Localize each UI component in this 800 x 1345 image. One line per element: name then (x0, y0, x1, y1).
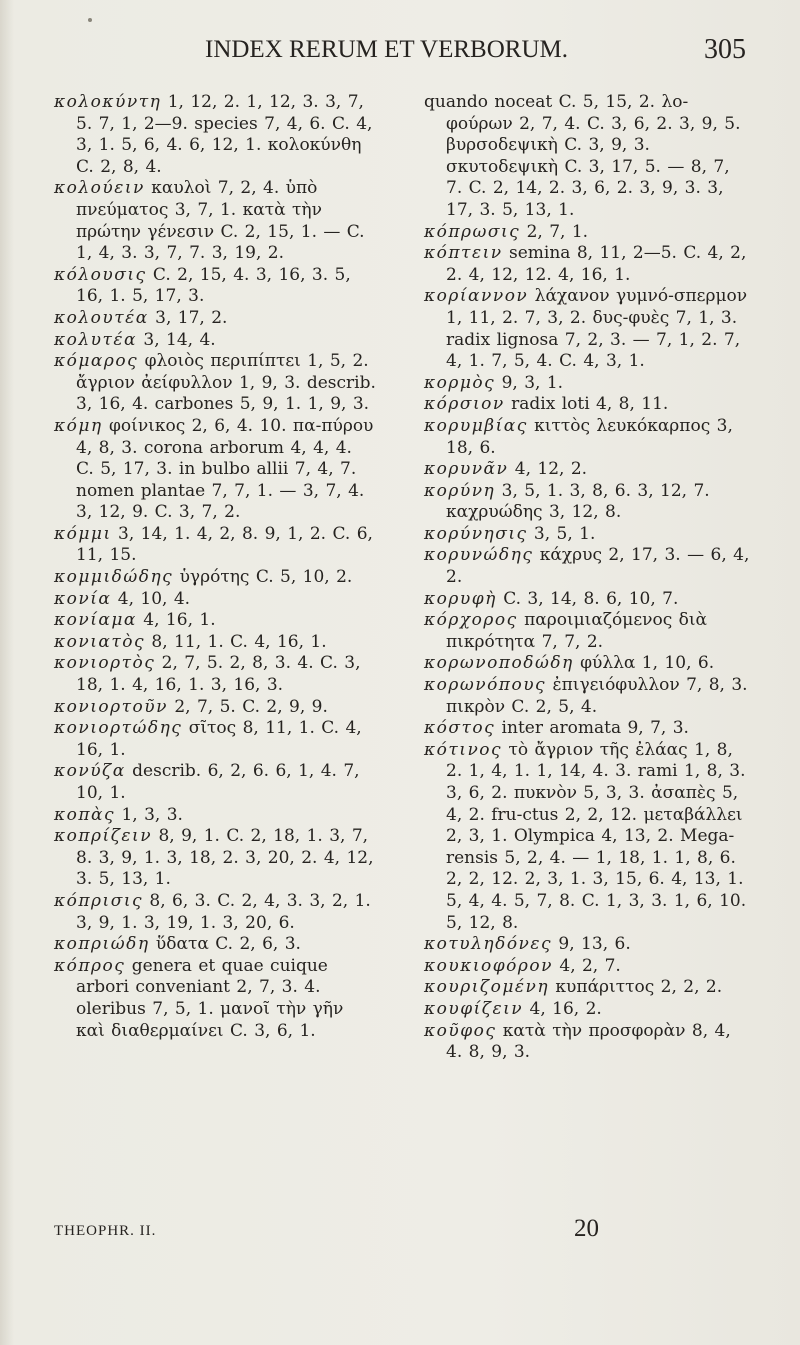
index-entry (54, 934, 376, 956)
entry-lemma: κονύζα (54, 761, 126, 782)
index-entry (424, 394, 752, 416)
entry-lemma: κοπρίζειν (54, 826, 153, 847)
index-entry (54, 524, 376, 567)
entry-references: ὑγρότης C. 5, 10, 2. (173, 567, 353, 588)
entry-lemma: κόπρωσις (424, 221, 521, 242)
index-entry (424, 92, 752, 222)
index-entry (424, 934, 752, 956)
index-entry (424, 956, 752, 978)
index-entry (54, 956, 376, 1042)
entry-references: τὸ ἄγριον τῆς ἐλάας 1, 8, 2. 1, 4, 1. 1, 14, 4. 3. rami 1, 8, 3. 3, 6, 2. πυκνὸν 5, 3, 3. ἀσαπὲς 5, 4, 2. fru-ctus 2, 2, 12. μεταβάλλει 2, 3, 1. Olympica 4, 13, 2. Mega-rensis 5, 2, 4. — 1, 18, 1. 1, 8, 6. 2, 2, 12. 2, 3, 1. 3, 15, 6. 4, 13, 1. 5, 4, 4. 5, 7, 8. C. 1, 3, 3. 1, 6, 10. 5, 12, 8. (446, 739, 747, 933)
index-entry (54, 697, 376, 719)
index-entry (54, 610, 376, 632)
index-entry (54, 567, 376, 589)
entry-lemma: κορύνη (424, 480, 496, 501)
entry-references: φύλλα 1, 10, 6. (573, 653, 715, 674)
entry-lemma: κόμαρος (54, 351, 139, 372)
index-entry (54, 632, 376, 654)
entry-references: παροιμιαζόμενος διὰ πικρότητα 7, 7, 2. (446, 610, 707, 652)
sheet-number: 20 (574, 1215, 599, 1242)
entry-lemma: κόμη (54, 415, 103, 436)
index-entry (54, 308, 376, 330)
index-entry (424, 545, 752, 588)
entry-references: 8, 9, 1. C. 2, 18, 1. 3, 7, 8. 3, 9, 1. 3, 18, 2. 3, 20, 2. 4, 12, 3. 5, 13, 1. (76, 826, 374, 890)
entry-references: καυλοὶ 7, 2, 4. ὑπὸ πνεύματος 3, 7, 1. κατὰ τὴν πρώτην γένεσιν C. 2, 15, 1. — C. 1, 4, 3. 3, 7, 7. 3, 19, 2. (76, 178, 365, 264)
entry-lemma: κομμιδώδης (54, 567, 174, 588)
entry-lemma: κορυνώδης (424, 545, 534, 566)
entry-references: C. 2, 15, 4. 3, 16, 3. 5, 16, 1. 5, 17, 3. (76, 264, 351, 307)
entry-lemma: κουφίζειν (424, 998, 524, 1019)
entry-lemma: κολουτέα (54, 307, 149, 328)
index-entry (424, 416, 752, 459)
entry-lemma: κονιατὸς (54, 631, 146, 652)
entry-lemma: κοπριώδη (54, 934, 150, 955)
index-entry (54, 330, 376, 352)
entry-lemma: κονίαμα (54, 610, 137, 631)
index-entry (424, 243, 752, 286)
index-entry (424, 653, 752, 675)
entry-lemma: κουριζομένη (424, 977, 550, 998)
left-column (54, 92, 376, 1042)
entry-lemma: κορύνησις (424, 523, 528, 544)
entry-references: φοίνικος 2, 6, 4. 10. πα-πύρου 4, 8, 3. corona arborum 4, 4, 4. C. 5, 17, 3. in bulbo allii 7, 4, 7. nomen plantae 7, 7, 1. — 3, 7, 4. 3, 12, 9. C. 3, 7, 2. (76, 415, 374, 523)
entry-lemma: κόπρισις (54, 890, 144, 911)
entry-references: φλοιὸς περιπίπτει 1, 5, 2. ἄγριον ἀείφυλλον 1, 9, 3. describ. 3, 16, 4. carbones 5, 9, 1. 1, 9, 3. (76, 351, 376, 415)
index-entry (424, 481, 752, 524)
entry-lemma: κονιορτοῦν (54, 696, 168, 717)
index-entry (54, 761, 376, 804)
entry-lemma: κορυνᾶν (424, 459, 509, 480)
index-entry (54, 265, 376, 308)
index-entry (424, 1021, 752, 1064)
entry-lemma: κότινος (424, 739, 503, 760)
entry-lemma: κορυφὴ (424, 588, 497, 609)
index-entry (424, 999, 752, 1021)
index-entry (54, 718, 376, 761)
header-title: INDEX RERUM ET VERBORUM. (205, 36, 568, 63)
entry-references: 2, 7, 5. 2, 8, 3. 4. C. 3, 18, 1. 4, 16, 1. 3, 16, 3. (76, 653, 361, 696)
paper-speck (88, 18, 92, 22)
index-entry (54, 416, 376, 524)
entry-references: κάχρυς 2, 17, 3. — 6, 4, 2. (446, 545, 750, 588)
entry-lemma: κορμὸς (424, 372, 496, 393)
index-entry (54, 589, 376, 611)
entry-references: 3, 5, 1. (527, 523, 596, 544)
entry-lemma: κοῦφος (424, 1020, 497, 1041)
entry-references: ὕδατα C. 2, 6, 3. (149, 934, 301, 955)
entry-references: genera et quae cuique arbori conveniant 2, 7, 3. 4. oleribus 7, 5, 1. μανοῖ τὴν γῆν καὶ διαθερμαίνει C. 3, 6, 1. (76, 955, 344, 1041)
index-entry (54, 826, 376, 891)
entry-references: 3, 14, 4. (137, 329, 216, 350)
entry-lemma: κόλουσις (54, 264, 147, 285)
entry-references: κυπάριττος 2, 2, 2. (549, 977, 723, 998)
index-entry (54, 351, 376, 416)
entry-lemma: κολυτέα (54, 329, 137, 350)
entry-references: quando noceat C. 5, 15, 2. λο-φούρων 2, 7, 4. C. 3, 6, 2. 3, 9, 5. βυρσοδεψικὴ C. 3, 9, 3. σκυτοδεψικὴ C. 3, 17, 5. — 8, 7, 7. C. 2, 14, 2. 3, 6, 2. 3, 9, 3. 3, 17, 3. 5, 13, 1. (424, 92, 741, 220)
entry-lemma: κόρσιον (424, 394, 505, 415)
entry-references: 1, 12, 2. 1, 12, 3. 3, 7, 5. 7, 1, 2—9. species 7, 4, 6. C. 4, 3, 1. 5, 6, 4. 6, 12, 1. κολοκύνθη C. 2, 8, 4. (76, 92, 373, 177)
entry-references: C. 3, 14, 8. 6, 10, 7. (496, 588, 679, 609)
entry-lemma: κονιορτὸς (54, 653, 156, 674)
entry-references: κατὰ τὴν προσφορὰν 8, 4, 4. 8, 9, 3. (446, 1020, 731, 1063)
entry-references: 9, 13, 6. (552, 934, 631, 955)
index-entry (54, 178, 376, 264)
entry-references: 8, 6, 3. C. 2, 4, 3. 3, 2, 1. 3, 9, 1. 3, 19, 1. 3, 20, 6. (76, 890, 371, 933)
index-entry (424, 222, 752, 244)
entry-lemma: κόπρος (54, 955, 126, 976)
entry-lemma: κονιορτώδης (54, 718, 183, 739)
index-entry (424, 718, 752, 740)
entry-references: semina 8, 11, 2—5. C. 4, 2, 2. 4, 12, 12. 4, 16, 1. (446, 243, 747, 285)
entry-references: λάχανον γυμνό-σπερμον 1, 11, 2. 7, 3, 2. δυς-φυὲς 7, 1, 3. radix lignosa 7, 2, 3. — 7, 1, 2. 7, 4, 1. 7, 5, 4. C. 4, 3, 1. (446, 286, 748, 372)
index-entry (54, 891, 376, 934)
entry-references: 8, 11, 1. C. 4, 16, 1. (145, 631, 327, 652)
entry-lemma: κόμμι (54, 523, 112, 544)
entry-references: κιττὸς λευκόκαρπος 3, 18, 6. (446, 415, 733, 458)
index-entry (424, 740, 752, 934)
index-entry (424, 373, 752, 395)
index-entry (424, 524, 752, 546)
index-entry (424, 459, 752, 481)
entry-references: 4, 16, 1. (136, 610, 216, 631)
entry-references: inter aromata 9, 7, 3. (495, 718, 689, 739)
entry-references: 2, 7, 5. C. 2, 9, 9. (167, 696, 328, 717)
index-entry (54, 805, 376, 827)
entry-lemma: κορυμβίας (424, 415, 528, 436)
entry-references: 3, 17, 2. (148, 307, 228, 328)
entry-lemma: κορωνοποδώδη (424, 653, 574, 674)
index-entry (424, 589, 752, 611)
entry-lemma: κόρχορος (424, 610, 518, 631)
entry-references: 9, 3, 1. (495, 372, 564, 393)
entry-lemma: κονία (54, 588, 112, 609)
index-entry (424, 675, 752, 718)
entry-lemma: κόπτειν (424, 243, 503, 264)
entry-references: 1, 3, 3. (115, 804, 183, 825)
entry-references: 3, 14, 1. 4, 2, 8. 9, 1, 2. C. 6, 11, 15. (76, 523, 373, 566)
entry-references: radix loti 4, 8, 11. (504, 394, 669, 415)
entry-references: ἐπιγειόφυλλον 7, 8, 3. πικρὸν C. 2, 5, 4. (446, 675, 748, 717)
entry-lemma: κουκιοφόρον (424, 955, 553, 976)
index-entry (424, 977, 752, 999)
entry-references: 4, 2, 7. (552, 955, 621, 976)
entry-references: 4, 16, 2. (523, 998, 602, 1019)
entry-lemma: κορωνόπους (424, 675, 547, 696)
entry-lemma: κοτυληδόνες (424, 934, 553, 955)
entry-lemma: κορίαννον (424, 286, 529, 307)
page-number: 305 (704, 34, 746, 65)
index-entry (54, 653, 376, 696)
entry-lemma: κοπὰς (54, 804, 116, 825)
entry-references: 4, 12, 2. (508, 459, 588, 480)
entry-references: σῖτος 8, 11, 1. C. 4, 16, 1. (76, 718, 362, 760)
right-column (424, 92, 752, 1064)
entry-lemma: κολοκύντη (54, 92, 162, 112)
running-header (0, 30, 800, 70)
entry-references: 3, 5, 1. 3, 8, 6. 3, 12, 7. καχρυώδης 3, 12, 8. (446, 480, 710, 523)
signature-mark: THEOPHR. II. (54, 1223, 157, 1239)
entry-references: 2, 7, 1. (520, 221, 589, 242)
entry-references: describ. 6, 2, 6. 6, 1, 4. 7, 10, 1. (76, 761, 360, 803)
entry-lemma: κολούειν (54, 178, 145, 199)
entry-lemma: κόστος (424, 718, 496, 739)
index-entry (424, 286, 752, 372)
index-entry (54, 92, 376, 178)
entry-references: 4, 10, 4. (111, 588, 191, 609)
index-entry (424, 610, 752, 653)
